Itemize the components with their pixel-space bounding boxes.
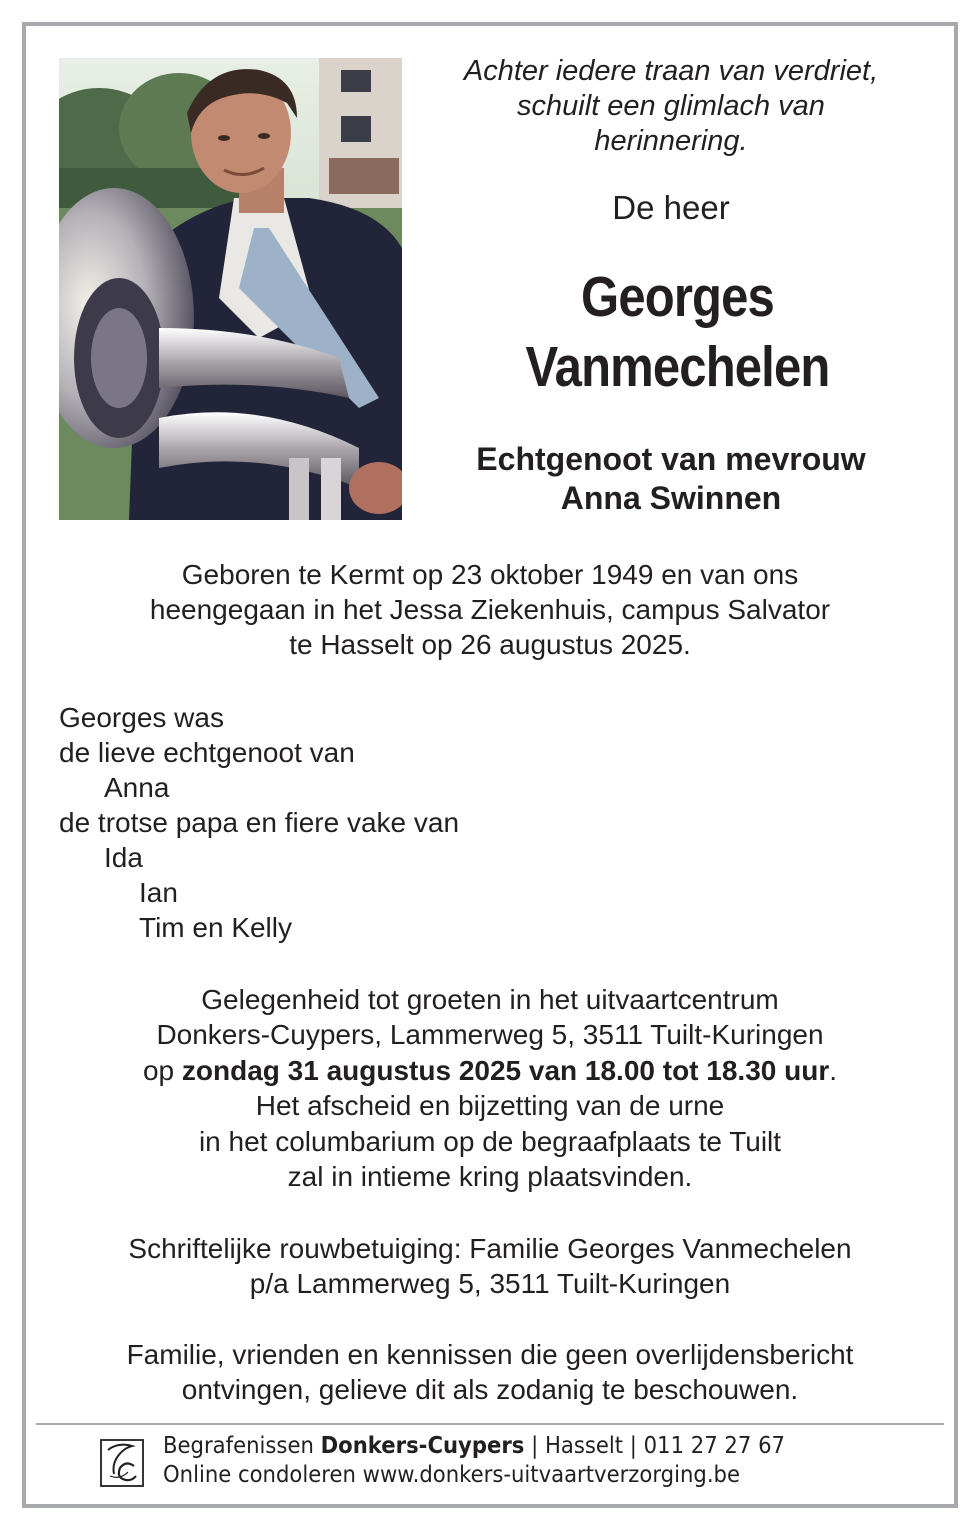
visit-date: zondag 31 augustus 2025 van 18.00 tot 18.30 uur xyxy=(181,1054,830,1086)
condolence-address xyxy=(60,1231,920,1301)
footer-line-2: Online condoleren www.donkers-uitvaartverzorging.be xyxy=(163,1462,740,1488)
quote-line: herinnering. xyxy=(594,125,748,157)
visit-prefix: op xyxy=(142,1054,182,1086)
children-label: de trotse papa en fiere vake van xyxy=(59,807,460,838)
spouse-name: Anna xyxy=(104,772,170,803)
footer-separator: | xyxy=(524,1433,545,1459)
born-line: te Hasselt op 26 augustus 2025. xyxy=(289,629,691,660)
spouse-line: Anna Swinnen xyxy=(560,480,782,516)
notice-text xyxy=(60,1337,920,1407)
quote-line: Achter iedere traan van verdriet, xyxy=(463,55,879,87)
family-intro: Georges was xyxy=(59,702,224,733)
funeral-home-logo xyxy=(98,1436,148,1490)
footer-divider xyxy=(36,1423,944,1425)
visit-date-line xyxy=(60,1053,920,1088)
footer-company: Donkers-Cuypers xyxy=(320,1433,525,1459)
portrait-photo xyxy=(59,58,402,520)
memorial-quote xyxy=(430,54,912,159)
notice-line: ontvingen, gelieve dit als zodanig te beschouwen. xyxy=(181,1374,799,1405)
last-name: Vanmechelen xyxy=(525,335,830,399)
visitation-details xyxy=(60,982,920,1194)
footer-prefix: Begrafenissen xyxy=(163,1433,321,1459)
child-name: Ida xyxy=(104,842,143,873)
notice-line: Familie, vrienden en kennissen die geen overlijdensbericht xyxy=(126,1339,854,1370)
first-name: Georges xyxy=(581,265,774,329)
visit-line: Gelegenheid tot groeten in het uitvaartcentrum xyxy=(201,984,779,1015)
deceased-name xyxy=(465,262,891,402)
footer-line-1 xyxy=(163,1432,785,1461)
funeral-home-footer xyxy=(163,1432,785,1490)
visit-line: Het afscheid en bijzetting van de urne xyxy=(255,1090,725,1122)
quote-line: schuilt een glimlach van xyxy=(517,90,825,122)
condolence-line: Schriftelijke rouwbetuiging: Familie Georges Vanmechelen xyxy=(128,1233,852,1264)
birth-death-details xyxy=(60,557,920,662)
family-list xyxy=(59,700,459,945)
honorific: De heer xyxy=(612,189,730,226)
spouse-line: Echtgenoot van mevrouw xyxy=(476,441,866,477)
spouse-label: de lieve echtgenoot van xyxy=(59,737,355,768)
visit-suffix: . xyxy=(829,1054,838,1086)
footer-phone: 011 27 27 67 xyxy=(643,1433,786,1459)
visit-line: in het columbarium op de begraafplaats te Tuilt xyxy=(198,1125,782,1157)
child-name: Tim en Kelly xyxy=(139,912,293,943)
visit-line: Donkers-Cuypers, Lammerweg 5, 3511 Tuilt-Kuringen xyxy=(156,1019,824,1051)
condolence-line: p/a Lammerweg 5, 3511 Tuilt-Kuringen xyxy=(249,1268,731,1299)
born-line: Geboren te Kermt op 23 oktober 1949 en van ons xyxy=(181,559,799,590)
visit-line: zal in intieme kring plaatsvinden. xyxy=(287,1161,693,1193)
footer-separator: | xyxy=(623,1433,644,1459)
child-name: Ian xyxy=(139,877,178,908)
footer-city: Hasselt xyxy=(544,1433,624,1459)
spouse-heading xyxy=(430,440,912,518)
born-line: heengegaan in het Jessa Ziekenhuis, campus Salvator xyxy=(149,594,831,625)
